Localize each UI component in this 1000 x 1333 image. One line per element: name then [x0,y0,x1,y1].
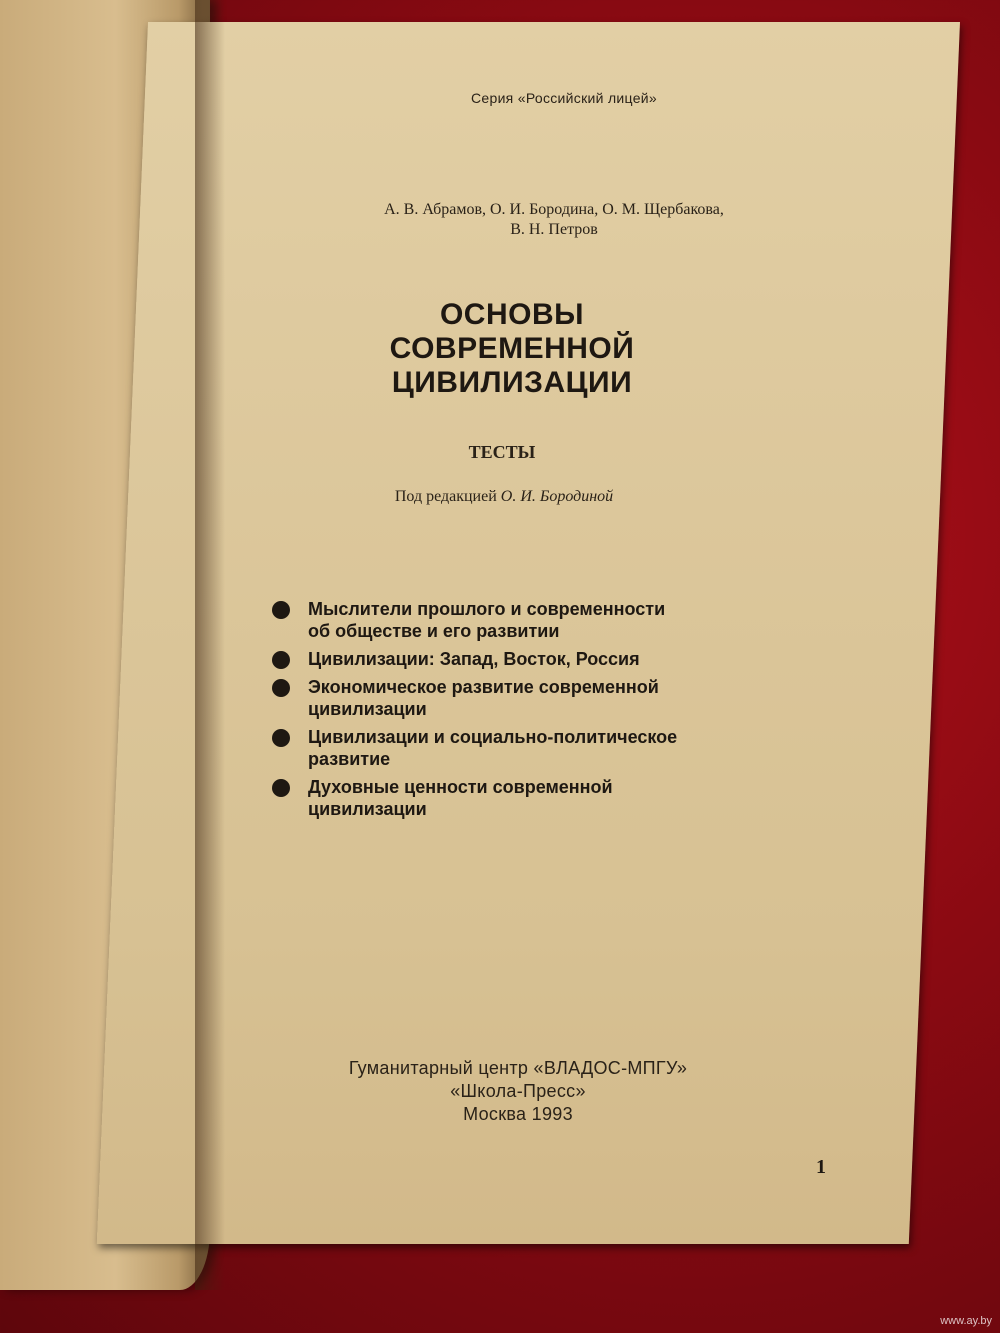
topic-line-2: развитие [308,749,391,769]
authors-line-2: В. Н. Петров [510,221,598,238]
topic-line-2: цивилизации [308,699,427,719]
bullet-icon [272,601,290,619]
site-watermark: www.ay.by [940,1315,992,1327]
topic-item [270,598,830,642]
topic-item [270,726,830,770]
title-page [97,22,960,1244]
topic-line-2: об обществе и его развитии [308,621,560,641]
topic-line-1: Мыслители прошлого и современности [308,599,666,619]
book-title-line-2: СОВРЕМЕННОЙ [389,332,635,365]
book-title [106,298,918,400]
topic-line-1: Духовные ценности современной [308,777,613,797]
topic-line-1: Цивилизации: Запад, Восток, Россия [308,649,640,669]
publisher-line-2: «Школа-Пресс» [450,1081,586,1101]
book-title-line-3: ЦИВИЛИЗАЦИИ [391,366,633,399]
authors-line-1: А. В. Абрамов, О. И. Бородина, О. М. Щербакова, [384,201,724,218]
book-title-line-1: ОСНОВЫ [439,298,585,331]
series-label: Серия «Российский лицей» [470,90,657,106]
publisher-line-3: Москва 1993 [463,1104,573,1124]
authors [148,200,960,240]
book-gutter-shadow [195,0,225,1290]
topic-item [270,676,830,720]
bullet-icon [272,679,290,697]
bullet-icon [272,779,290,797]
book-subtitle: ТЕСТЫ [468,442,536,462]
editor-name: О. И. Бородиной [500,488,614,505]
topic-item [270,648,830,670]
bullet-icon [272,651,290,669]
bullet-icon [272,729,290,747]
topic-line-2: цивилизации [308,799,427,819]
topic-list [270,598,830,826]
title-page-content [148,22,960,1244]
topic-item [270,776,830,820]
editor-prefix: Под редакцией [394,488,497,505]
publisher-block [112,1057,924,1126]
topic-line-1: Цивилизации и социально-политическое [308,727,678,747]
topic-line-1: Экономическое развитие современной [308,677,659,697]
publisher-line-1: Гуманитарный центр «ВЛАДОС-МПГУ» [348,1058,688,1078]
page-number: 1 [816,1156,826,1178]
